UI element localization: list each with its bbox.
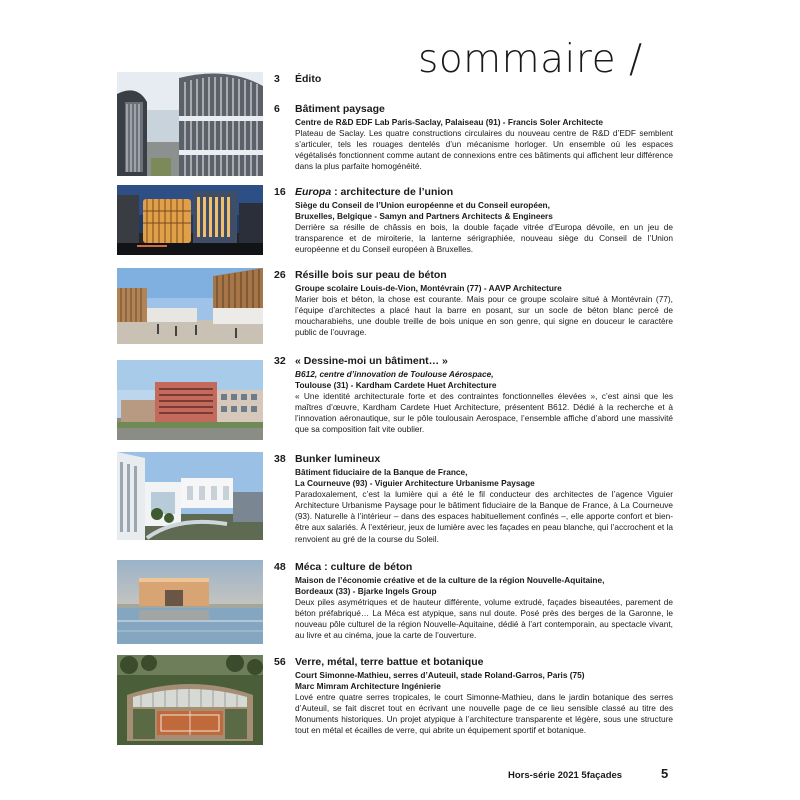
entry-subtitle: Bordeaux (33) - Bjarke Ingels Group: [295, 586, 437, 597]
toc-entry[interactable]: [117, 354, 673, 442]
entry-subtitle: Marc Mimram Architecture Ingénierie: [295, 681, 441, 692]
entry-text: [295, 102, 673, 172]
toc-entry[interactable]: [117, 268, 673, 344]
entry-subtitle: La Courneuve (93) - Viguier Architecture Urbanisme Paysage: [295, 478, 535, 489]
entry-heading: Édito: [295, 73, 322, 85]
entry-subtitle: Toulouse (31) - Kardham Cardete Huet Architecture: [295, 380, 497, 391]
entry-page-number: 6: [274, 103, 280, 115]
entry-subtitle: Groupe scolaire Louis-de-Vion, Montévrain (77) - AAVP Architecture: [295, 283, 562, 293]
entry-page-number: 56: [274, 656, 286, 668]
entry-subtitle: Bruxelles, Belgique - Samyn and Partners Architects & Engineers: [295, 211, 553, 222]
entry-subtitle: Court Simonne-Mathieu, serres d’Auteuil, stade Roland-Garros, Paris (75): [295, 670, 585, 680]
entry-heading: [295, 185, 673, 199]
photo-b612: [117, 360, 263, 440]
entry-text: [295, 560, 673, 642]
entry-heading: Bunker lumineux: [295, 453, 381, 465]
photo-banque-de-france: [117, 452, 263, 540]
entry-heading: Verre, métal, terre battue et botanique: [295, 656, 484, 668]
entry-subtitle-line: B612, centre d’innovation de Toulouse Aérospace,: [295, 369, 494, 379]
entry-body: Derrière sa résille de châssis en bois, la double façade vitrée d’Europa dévoile, en un jeu de transparence et de miroiterie, la lanterne sérigraphiée, nouveau siège du Conseil de l’Union européenne et du Conseil européen à Bruxelles.: [295, 222, 673, 255]
entry-body: Marier bois et béton, la chose est courante. Mais pour ce groupe scolaire situé à Montévrain (77), l’équipe d’architectes a placé haut la barre en posant, sur un socle de béton blanc percé de moucharabiehs, une double treille de bois unique en son genre, qui signe en douceur le caractère public de l’ouvrage.: [295, 294, 673, 338]
entry-heading: « Dessine-moi un bâtiment… »: [295, 355, 448, 367]
toc-entry[interactable]: [117, 655, 673, 745]
entry-body: « Une identité architecturale forte et des contraintes fonctionnelles élevées », c’est ainsi que les maîtres d’œuvre, Kardham Cardete Huet Architecture, présentent B612. Dédié à la recherche et à l’innovation aéronautique, sur le pôle toulousain Aerospace, l’ensemble affiche d’abord une massivité que sa composition fait vite oublier.: [295, 391, 673, 435]
entry-subtitle: Siège du Conseil de l’Union européenne et du Conseil européen,: [295, 200, 550, 210]
photo-meca: [117, 560, 263, 644]
entry-text: [295, 655, 673, 737]
entry-page-number: 3: [274, 73, 280, 85]
toc-entry[interactable]: [117, 185, 673, 255]
photo-europa: [117, 185, 263, 255]
entry-text: [295, 185, 673, 255]
entry-heading-italic: Europa: [295, 186, 332, 198]
entry-text: [295, 268, 673, 338]
toc-entry[interactable]: [117, 102, 673, 176]
entry-text: [295, 354, 673, 436]
entry-body: Plateau de Saclay. Les quatre constructions circulaires du nouveau centre de R&D d’EDF semblent s’articuler, tels les rouages dentelés d’un mécanisme horloger. Un ensemble où les espaces végétalisés fonctionnent comme autant de connexions entre ces bâtiments qui affichent leur différence dans la plus parfaite homogénéité.: [295, 128, 673, 172]
entry-page-number: 26: [274, 269, 286, 281]
photo-simonne-mathieu: [117, 655, 263, 745]
entry-subtitle: [295, 369, 673, 380]
footer-page-number: 5: [661, 766, 669, 781]
page-title: sommaire /: [418, 37, 643, 82]
entry-page-number: 32: [274, 355, 286, 367]
entry-body: Paradoxalement, c’est la lumière qui a été le fil conducteur des architectes de l’agence Viguier Architecture Urbanisme Paysage pour le bâtiment fiduciaire de la Banque de France, à La Courneuve (93). Naturelle à l’intérieur – dans des espaces habituellement confinés –, elle apporte confort et bien-être aux salariés. À l’extérieur, jeux de lumière avec les façades en peau blanche, qui l’accrochent et la renvoient au gré de la course du Soleil.: [295, 489, 673, 544]
toc-entry[interactable]: [117, 452, 673, 544]
entry-text: [295, 452, 673, 545]
entry-subtitle: Bâtiment fiduciaire de la Banque de France,: [295, 467, 468, 477]
entry-body: Lové entre quatre serres tropicales, le court Simonne-Mathieu, dans le jardin botanique des serres d’Auteuil, se fait discret tout en écrivant une nouvelle page de ce lieu sensible classé au titre des Monuments historiques. Un projet atypique à l’architecture transparente et légère, sous une structure tout en métal et écailles de verre, qui abrite un équipement sportif et botanique.: [295, 692, 673, 736]
entry-heading: Résille bois sur peau de béton: [295, 269, 447, 281]
entry-page-number: 16: [274, 186, 286, 198]
entry-text: [295, 72, 673, 87]
entry-page-number: 38: [274, 453, 286, 465]
entry-subtitle: Maison de l’économie créative et de la culture de la région Nouvelle-Aquitaine,: [295, 575, 605, 585]
entry-subtitle: Centre de R&D EDF Lab Paris-Saclay, Palaiseau (91) - Francis Soler Architecte: [295, 117, 604, 127]
photo-montevrain: [117, 268, 263, 344]
entry-body: Deux piles asymétriques et de hauteur différente, volume extrudé, façades biseautées, parement de béton préfabriqué… La Méca est atypique, sans nul doute. Posé près des berges de la Garonne, le nouveau pôle culturel de la région Nouvelle-Aquitaine, dédié à l’art contemporain, au spectacle vivant, au livre et au cinéma, joue la carte de l’ouverture.: [295, 597, 673, 641]
entry-heading: Bâtiment paysage: [295, 103, 385, 115]
entry-heading-rest: : architecture de l’union: [331, 186, 454, 198]
entry-page-number: 48: [274, 561, 286, 573]
entry-heading: Méca : culture de béton: [295, 561, 413, 573]
toc-entry[interactable]: [117, 560, 673, 644]
footer-publication: Hors-série 2021 5façades: [508, 770, 623, 781]
